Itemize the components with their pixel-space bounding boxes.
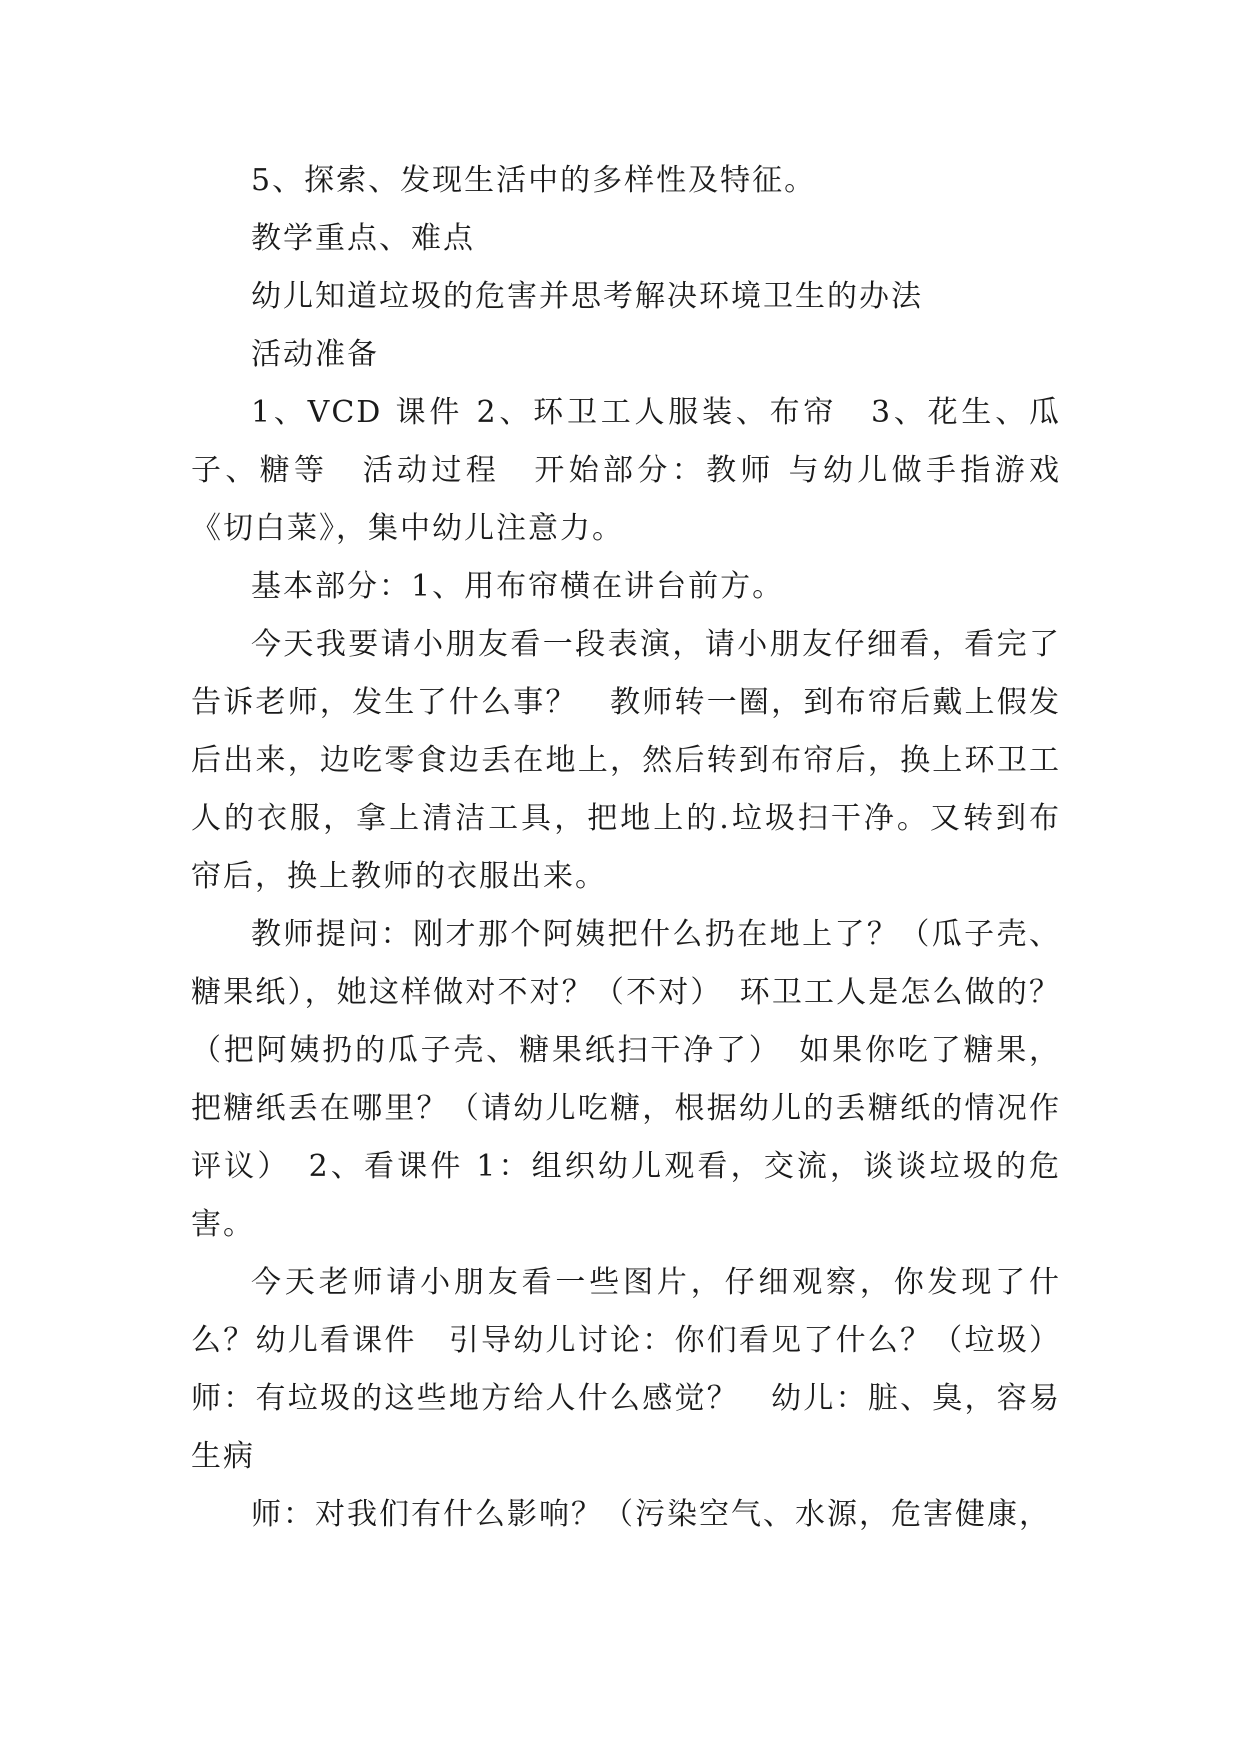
paragraph-pictures: 今天老师请小朋友看一些图片，仔细观察，你发现了什么？幼儿看课件 引导幼儿讨论：你们看见了什么？（垃圾）师：有垃圾的这些地方给人什么感觉？ 幼儿：脏、臭，容易生病	[191, 1265, 1061, 1474]
paragraph-teacher-questions: 教师提问：刚才那个阿姨把什么扔在地上了？（瓜子壳、糖果纸），她这样做对不对？（不对） 环卫工人是怎么做的？（把阿姨扔的瓜子壳、糖果纸扫干净了） 如果你吃了糖果，把糖纸丢在哪里？（请幼儿吃糖，根据幼儿的丢糖纸的情况作评议） 2、看课件 1：组织幼儿观看，交流，谈谈垃圾的危害。	[191, 917, 1061, 1242]
paragraph-goal-5: 5、探索、发现生活中的多样性及特征。	[251, 163, 817, 198]
paragraph-performance: 今天我要请小朋友看一段表演，请小朋友仔细看，看完了告诉老师，发生了什么事？ 教师转一圈，到布帘后戴上假发后出来，边吃零食边丢在地上，然后转到布帘后，换上环卫工人的衣服，拿上清洁工具，把地上的.垃圾扫干净。又转到布帘后，换上教师的衣服出来。	[191, 627, 1061, 894]
document-body	[191, 152, 1061, 1544]
paragraph-heading-preparation: 活动准备	[251, 337, 379, 372]
paragraph-preparation: 1、VCD 课件 2、环卫工人服装、布帘 3、花生、瓜子、糖等 活动过程 开始部分：教师 与幼儿做手指游戏《切白菜》，集中幼儿注意力。	[191, 395, 1061, 546]
paragraph-heading-key-points: 教学重点、难点	[251, 221, 475, 256]
paragraph-effects: 师：对我们有什么影响？（污染空气、水源，危害健康，	[251, 1497, 1051, 1532]
paragraph-basic-part: 基本部分：1、用布帘横在讲台前方。	[251, 569, 785, 604]
paragraph-key-points: 幼儿知道垃圾的危害并思考解决环境卫生的办法	[251, 279, 923, 314]
